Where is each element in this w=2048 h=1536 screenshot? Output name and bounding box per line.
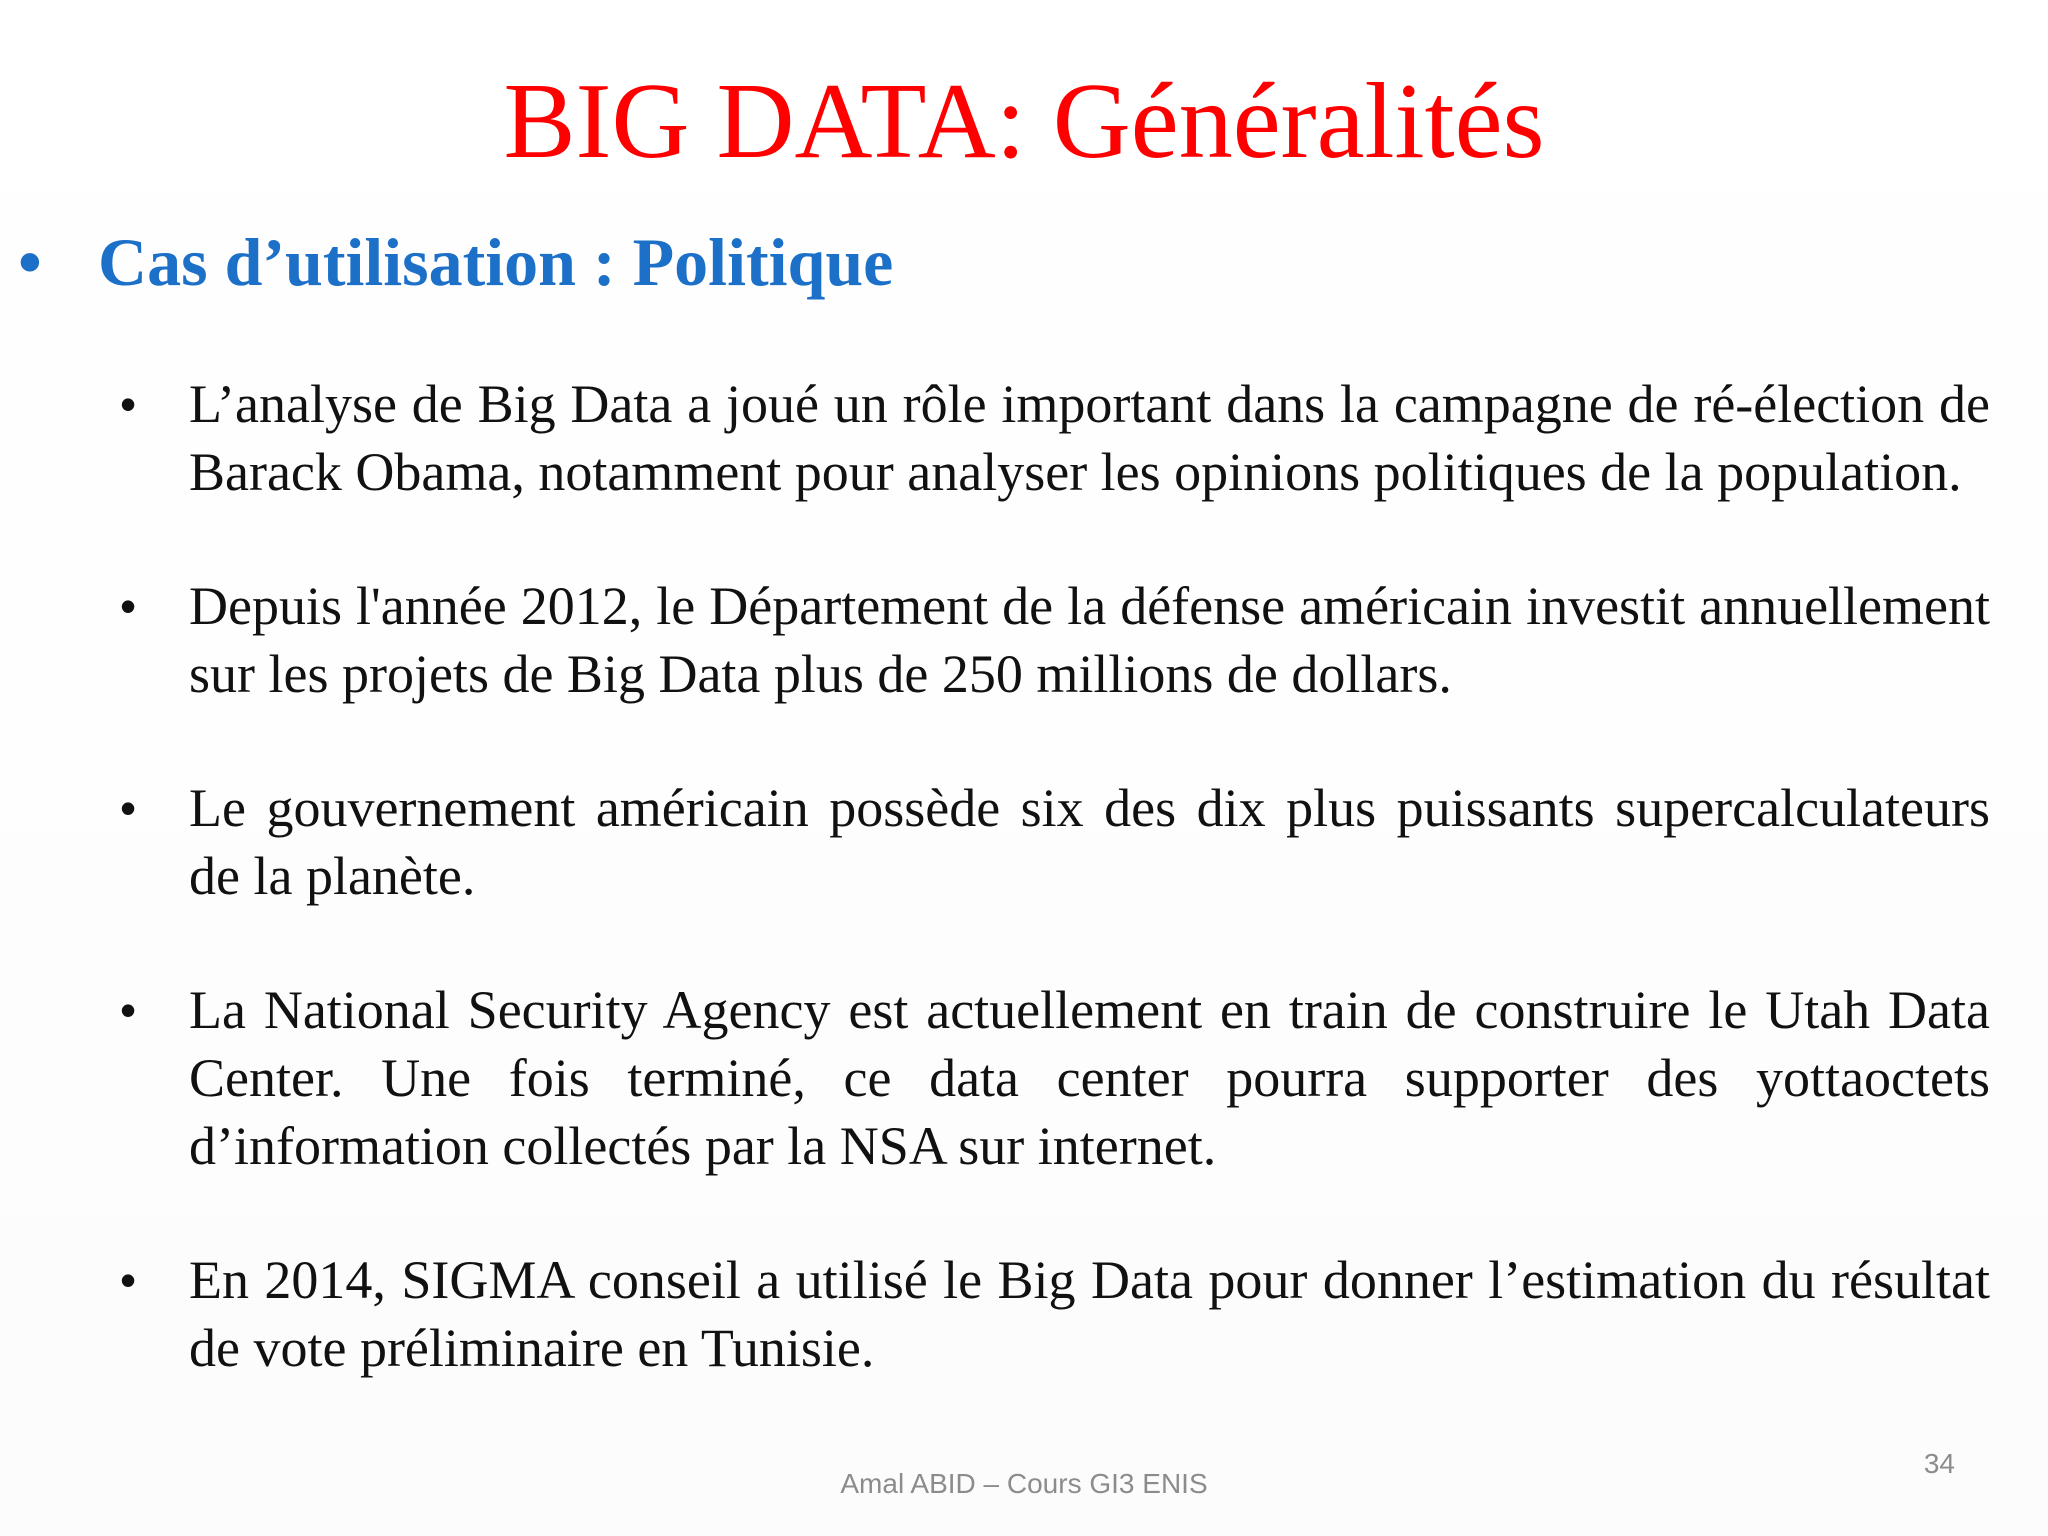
heading-text: Cas d’utilisation : Politique <box>98 224 894 300</box>
bullet-item <box>120 774 1990 910</box>
slide-title: BIG DATA: Généralités <box>503 62 1545 181</box>
bullet-item <box>120 1246 1990 1382</box>
bullet-marker: • <box>120 580 137 632</box>
bullet-list <box>120 370 1990 1448</box>
slide-footer: Amal ABID – Cours GI3 ENIS <box>840 1468 1208 1499</box>
bullet-text: L’analyse de Big Data a joué un rôle important dans la campagne de ré-élection de Barack Obama, notamment pour analyser les opinions politiques de la population. <box>189 374 1990 502</box>
page-number: 34 <box>1923 1448 1955 1479</box>
bullet-text: Le gouvernement américain possède six des dix plus puissants supercalculateurs de la planète. <box>189 778 1990 906</box>
bullet-marker: • <box>120 1254 137 1306</box>
bullet-item <box>120 370 1990 506</box>
bullet-text: En 2014, SIGMA conseil a utilisé le Big Data pour donner l’estimation du résultat de vote préliminaire en Tunisie. <box>189 1250 1990 1378</box>
section-heading <box>18 222 893 302</box>
bullet-marker: • <box>120 378 137 430</box>
bullet-item <box>120 976 1990 1180</box>
bullet-marker: • <box>120 782 137 834</box>
bullet-text: La National Security Agency est actuellement en train de construire le Utah Data Center. Une fois terminé, ce data center pourra supporter des yottaoctets d’information collectés par la NSA sur internet. <box>189 980 1990 1176</box>
bullet-marker: • <box>120 984 137 1036</box>
heading-bullet: • <box>18 224 42 300</box>
bullet-item <box>120 572 1990 708</box>
bullet-text: Depuis l'année 2012, le Département de la défense américain investit annuellement sur les projets de Big Data plus de 250 millions de dollars. <box>189 576 1990 704</box>
